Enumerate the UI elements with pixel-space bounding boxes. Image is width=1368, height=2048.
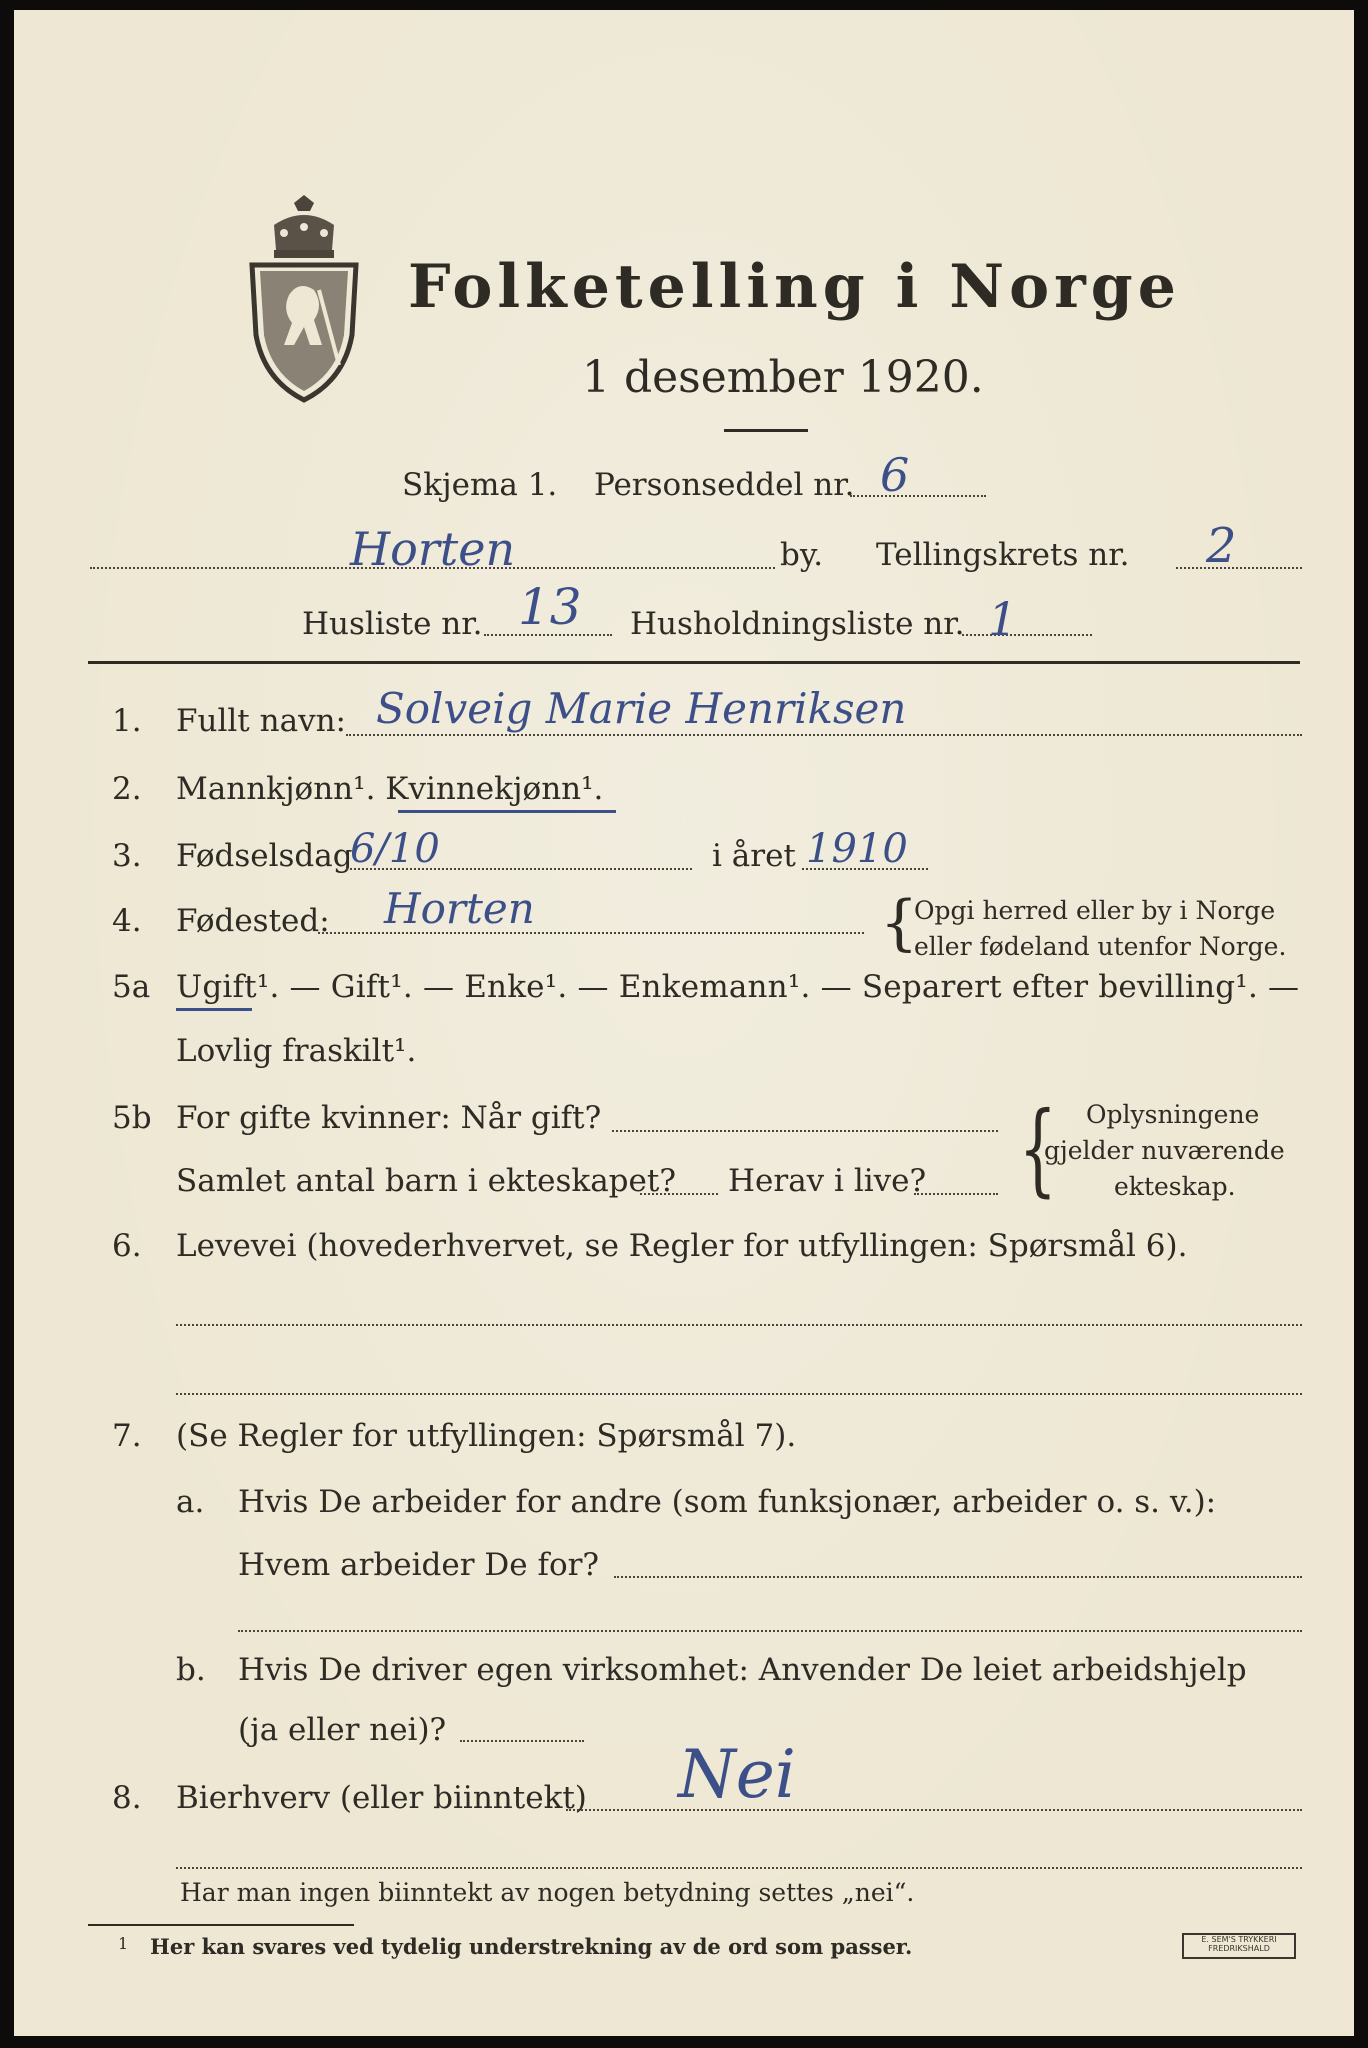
ugift-underline xyxy=(176,1008,252,1011)
form-title: Folketelling i Norge xyxy=(408,252,1181,322)
personseddel-line xyxy=(850,495,986,497)
married-when-line xyxy=(612,1130,998,1132)
q8-label: Bierhverv (eller biinntekt) xyxy=(176,1780,587,1816)
occupation-line-2 xyxy=(176,1393,1302,1395)
marital-status-options: Ugift¹. — Gift¹. — Enke¹. — Enkemann¹. — Separert efter bevilling¹. — xyxy=(176,969,1300,1005)
children-alive-line xyxy=(914,1193,998,1195)
footnote-text: Her kan svares ved tydelig understrekning av de ord som passer. xyxy=(150,1934,913,1959)
nei-instruction: Har man ingen biinntekt av nogen betydning settes „nei“. xyxy=(180,1878,915,1907)
side-income-line-2 xyxy=(176,1867,1302,1869)
q7a-line2: Hvem arbeider De for? xyxy=(238,1547,600,1583)
q5b-note-line1: Oplysningene xyxy=(1086,1100,1260,1129)
q8-number: 8. xyxy=(112,1780,142,1816)
gender-options: Mannkjønn¹. Kvinnekjønn¹. xyxy=(176,771,604,807)
by-label: by. xyxy=(780,537,824,573)
husholdningsliste-label: Husholdningsliste nr. xyxy=(630,606,965,642)
printer-stamp-line2: FREDRIKSHALD xyxy=(1208,1944,1270,1953)
husliste-value[interactable]: 13 xyxy=(518,578,582,636)
hired-help-line xyxy=(460,1740,584,1742)
q4-number: 4. xyxy=(112,903,142,939)
q4-note-line2: eller fødeland utenfor Norge. xyxy=(914,932,1287,961)
occupation-line-1 xyxy=(176,1324,1302,1326)
printer-stamp xyxy=(1182,1933,1296,1959)
footnote-marker: 1 xyxy=(118,1934,129,1953)
birthplace-value[interactable]: Horten xyxy=(384,884,535,933)
q7b-letter: b. xyxy=(176,1652,206,1688)
header-rule xyxy=(88,661,1300,664)
q5b-note-line2: gjelder nuværende xyxy=(1044,1136,1285,1165)
children-alive-label: Herav i live? xyxy=(728,1163,927,1199)
employer-line-1 xyxy=(614,1576,1302,1578)
year-label: i året xyxy=(712,838,796,874)
husholdningsliste-value[interactable]: 1 xyxy=(988,592,1018,646)
marital-status-line2: Lovlig fraskilt¹. xyxy=(176,1033,417,1069)
children-total-label: Samlet antal barn i ekteskapet? xyxy=(176,1163,676,1199)
q5b-married-when-label: For gifte kvinner: Når gift? xyxy=(176,1100,602,1136)
children-total-line xyxy=(640,1193,718,1195)
birthday-value[interactable]: 6/10 xyxy=(350,826,440,872)
by-value[interactable]: Horten xyxy=(350,522,516,576)
q6-label: Levevei (hovederhvervet, se Regler for utfyllingen: Spørsmål 6). xyxy=(176,1228,1188,1264)
q5b-number: 5b xyxy=(112,1100,152,1136)
husliste-label: Husliste nr. xyxy=(302,606,483,642)
q4-brace: { xyxy=(880,888,919,958)
q7-label: (Se Regler for utfyllingen: Spørsmål 7). xyxy=(176,1418,797,1454)
q7b-line1: Hvis De driver egen virksomhet: Anvender De leiet arbeidshjelp xyxy=(238,1652,1247,1688)
q7a-letter: a. xyxy=(176,1484,205,1520)
skjema-label: Skjema 1. xyxy=(402,467,558,503)
q1-line xyxy=(346,734,1302,736)
coat-of-arms-icon xyxy=(244,195,364,405)
q2-number: 2. xyxy=(112,771,142,807)
q1-number: 1. xyxy=(112,703,142,739)
tellingskrets-line xyxy=(1176,567,1302,569)
q7a-line1: Hvis De arbeider for andre (som funksjonær, arbeider o. s. v.): xyxy=(238,1484,1217,1520)
census-date: 1 desember 1920. xyxy=(582,352,984,403)
personseddel-label: Personseddel nr. xyxy=(594,467,855,503)
q1-label: Fullt navn: xyxy=(176,703,346,739)
q5a-number: 5a xyxy=(112,969,151,1005)
q4-label: Fødested: xyxy=(176,903,330,939)
q5b-note-line3: ekteskap. xyxy=(1114,1172,1236,1201)
footnote-rule xyxy=(88,1924,354,1926)
tellingskrets-value[interactable]: 2 xyxy=(1206,518,1237,574)
side-income-value[interactable]: Nei xyxy=(678,1736,796,1813)
birth-year-value[interactable]: 1910 xyxy=(806,826,908,872)
employer-line-2 xyxy=(238,1630,1302,1632)
q3-label: Fødselsdag xyxy=(176,838,353,874)
tellingskrets-label: Tellingskrets nr. xyxy=(876,537,1130,573)
q3-number: 3. xyxy=(112,838,142,874)
q7-number: 7. xyxy=(112,1418,142,1454)
q5b-brace: { xyxy=(1018,1090,1057,1207)
full-name-value[interactable]: Solveig Marie Henriksen xyxy=(376,684,907,733)
husholdningsliste-line xyxy=(962,634,1092,636)
q7b-line2: (ja eller nei)? xyxy=(238,1712,447,1748)
side-income-line-1 xyxy=(566,1809,1302,1811)
personseddel-value[interactable]: 6 xyxy=(880,448,910,502)
q4-note-line1: Opgi herred eller by i Norge xyxy=(914,896,1276,925)
printer-stamp-line1: E. SEM'S TRYKKERI xyxy=(1201,1935,1277,1944)
q6-number: 6. xyxy=(112,1228,142,1264)
title-divider xyxy=(724,429,808,432)
kvinnekjonn-underline xyxy=(398,810,616,813)
